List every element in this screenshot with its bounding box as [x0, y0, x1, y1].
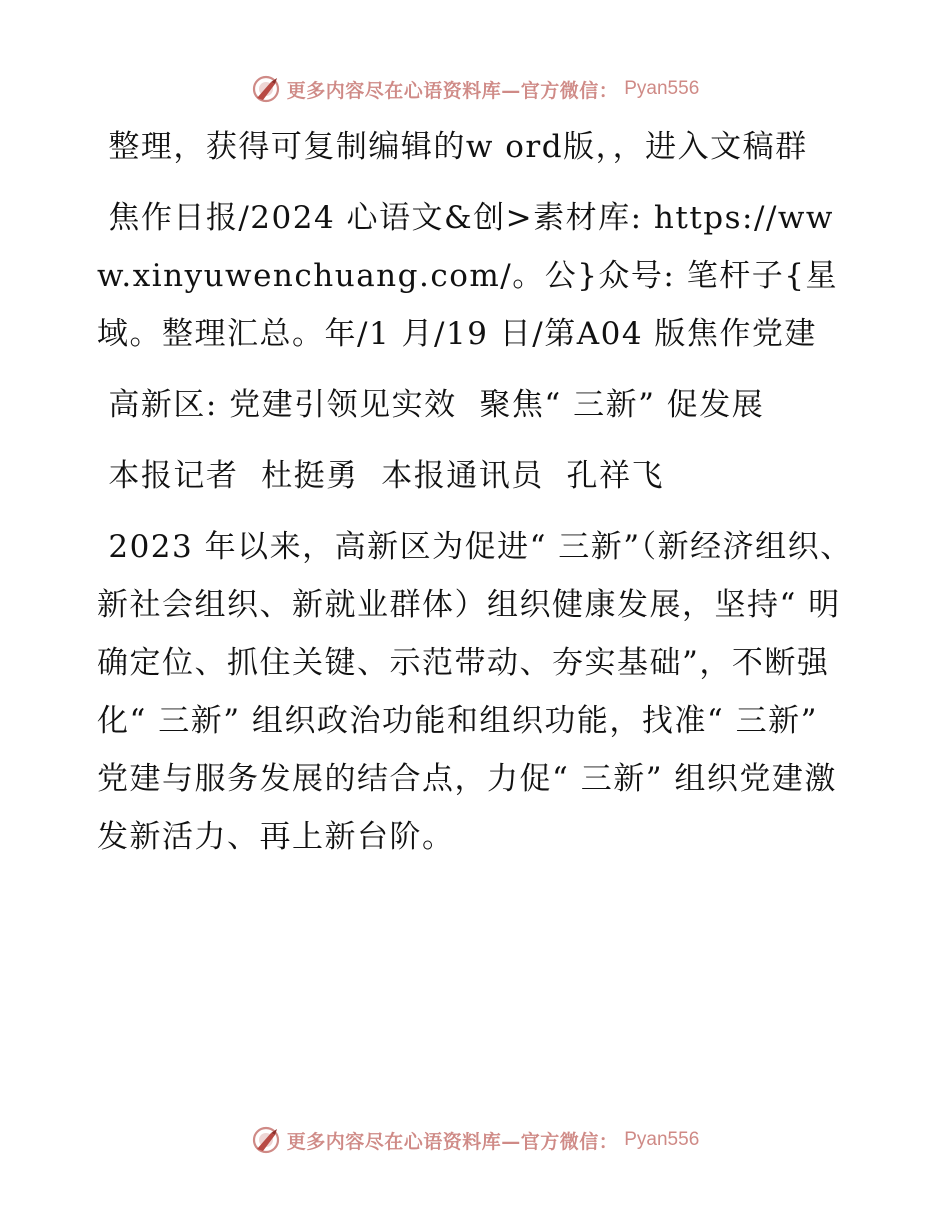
article-byline: 本报记者 杜挺勇 本报通讯员 孔祥飞 — [97, 458, 664, 494]
watermark-wechat-id: Pyan556 — [624, 78, 700, 99]
footer-watermark — [0, 1123, 950, 1157]
pen-nib-seal-icon — [251, 74, 281, 104]
paragraph-body: 2023 年以来，高新区为促进“ 三新”（新经济组织、新社会组织、新就业群体）组织健康发展，坚持“ 明确定位、抓住关键、示范带动、夯实基础”，不断强化“ 三新” 组织政治功能和组织功能，找准“ 三新” 党建与服务发展的结合点，力促“ 三新” 组织党建激发新活力、再上新台阶。 — [97, 529, 853, 855]
watermark-wechat-id: Pyan556 — [624, 1129, 700, 1150]
watermark-text: 更多内容尽在心语资料库—官方微信： — [286, 1130, 619, 1153]
paragraph-intro-note: 整理，获得可复制编辑的w ord版，，进入文稿群 — [97, 129, 808, 165]
paragraph-source-info: 焦作日报/2024 心语文&创>素材库: https://www.xinyuwenchuang.com/。公}众号: 笔杆子{星域。整理汇总。年/1 月/19 日/第A04 版焦作党建 — [97, 200, 838, 352]
pen-nib-seal-icon — [251, 1125, 281, 1155]
watermark-text: 更多内容尽在心语资料库—官方微信： — [286, 79, 619, 102]
header-watermark — [0, 72, 950, 106]
article-title: 高新区: 党建引领见实效 聚焦“ 三新” 促发展 — [97, 387, 765, 423]
document-body — [97, 118, 857, 879]
